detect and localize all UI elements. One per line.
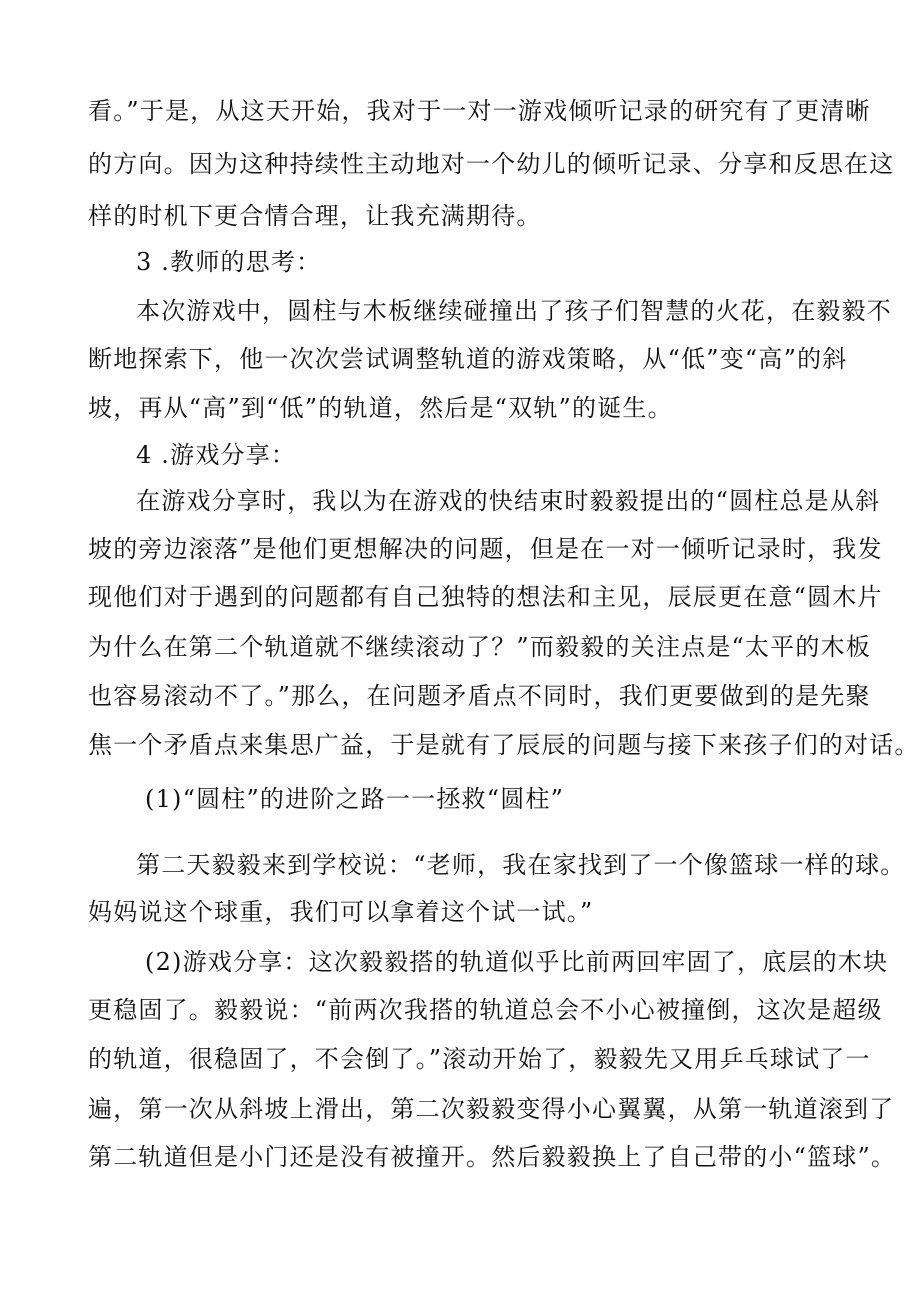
paragraph-line: 的方向。因为这种持续性主动地对一个幼儿的倾听记录、分享和反思在这 (88, 150, 895, 178)
paragraph-line: 断地探索下，他一次次尝试调整轨道的游戏策略，从“低”变“高”的斜 (88, 345, 848, 373)
paragraph-line: 在游戏分享时，我以为在游戏的快结束时毅毅提出的“圆柱总是从斜 (136, 487, 881, 515)
subsection-heading-2: (2)游戏分享：这次毅毅搭的轨道似乎比前两回牢固了，底层的木块 (145, 948, 889, 976)
paragraph-line: 也容易滚动不了。”那么，在问题矛盾点不同时，我们更要做到的是先聚 (88, 682, 871, 710)
paragraph-line: 遍，第一次从斜坡上滑出，第二次毅毅变得小心翼翼，从第一轨道滚到了 (88, 1095, 895, 1123)
paragraph-line: 本次游戏中，圆柱与木板继续碰撞出了孩子们智慧的火花，在毅毅不 (136, 297, 892, 325)
paragraph-line: 为什么在第二个轨道就不继续滚动了？”而毅毅的关注点是“太平的木板 (88, 633, 871, 661)
paragraph-line: 妈妈说这个球重，我们可以拿着这个试一试。” (88, 898, 594, 926)
paragraph-line: 第二轨道但是小门还是没有被撞开。然后毅毅换上了自己带的小“篮球”。 (88, 1143, 897, 1171)
paragraph-line: 第二天毅毅来到学校说：“老师，我在家找到了一个像篮球一样的球。 (136, 851, 906, 879)
section-heading-3: 3 .教师的思考： (136, 248, 322, 276)
paragraph-line: 焦一个矛盾点来集思广益，于是就有了辰辰的问题与接下来孩子们的对话。 (88, 731, 920, 759)
paragraph-line: 更稳固了。毅毅说：“前两次我搭的轨道总会不小心被撞倒，这次是超级 (88, 996, 883, 1024)
paragraph-line: 坡，再从“高”到“低”的轨道，然后是“双轨”的诞生。 (88, 394, 673, 422)
paragraph-line: 的轨道，很稳固了，不会倒了。”滚动开始了，毅毅先又用乒乓球试了一 (88, 1045, 871, 1073)
subsection-heading-1: (1)“圆柱”的进阶之路一一拯救“圆柱” (145, 785, 565, 813)
paragraph-line: 样的时机下更合情合理，让我充满期待。 (88, 202, 542, 230)
paragraph-line: 现他们对于遇到的问题都有自己独特的想法和主见，辰辰更在意“圆木片 (88, 583, 883, 611)
section-heading-4: 4 .游戏分享： (136, 441, 297, 469)
paragraph-line: 看。”于是，从这天开始，我对于一对一游戏倾听记录的研究有了更清晰 (88, 97, 871, 125)
paragraph-line: 坡的旁边滚落”是他们更想解决的问题，但是在一对一倾听记录时，我发 (88, 535, 883, 563)
